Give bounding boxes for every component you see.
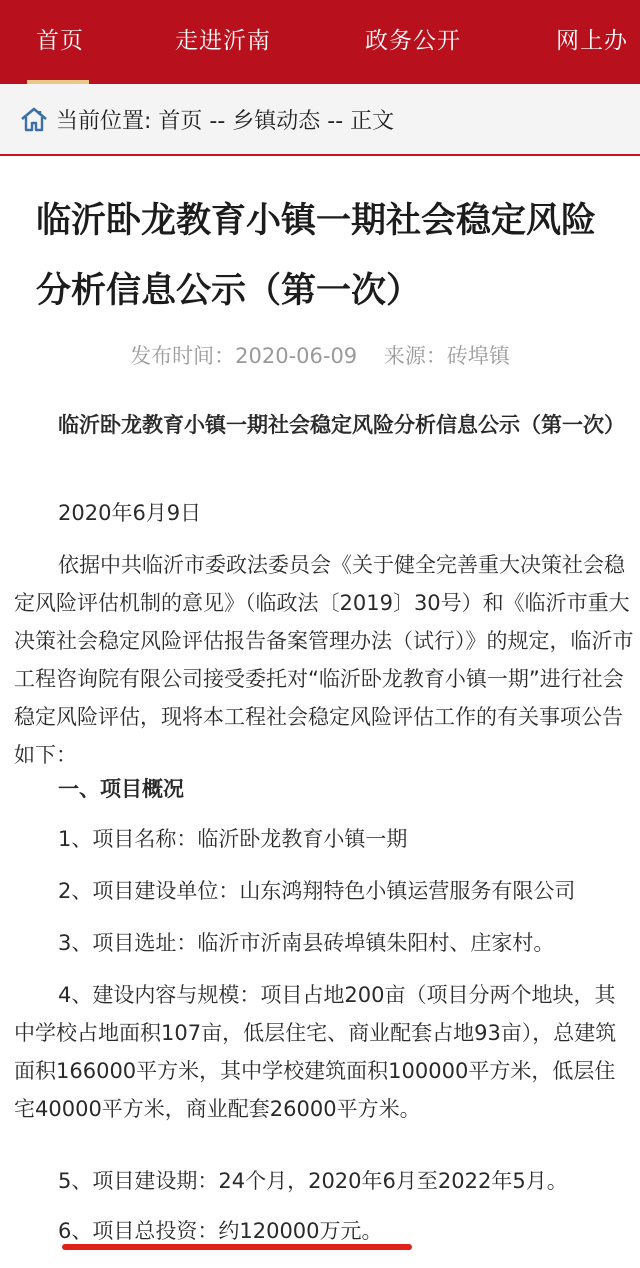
page-title: 临沂卧龙教育小镇一期社会稳定风险分析信息公示（第一次） [36, 201, 597, 311]
nav-item-online-service[interactable]: 网上办 [556, 28, 628, 54]
nav-item-about[interactable]: 走进沂南 [175, 28, 271, 54]
list-item: 6、项目总投资：约120000万元。 [58, 1219, 383, 1243]
nav-item-home[interactable]: 首页 [36, 28, 84, 54]
list-item: 3、项目选址：临沂市沂南县砖埠镇朱阳村、庄家村。 [58, 931, 555, 955]
list-item: 4、建设内容与规模：项目占地200亩（项目分两个地块，其中学校占地面积107亩，低层住宅、商业配套占地93亩），总建筑面积166000平方米，其中学校建筑面积100000平方米，低层住宅40000平方米，商业配套26000平方米。 [14, 983, 617, 1121]
publish-date: 发布时间：2020-06-09 [130, 344, 358, 368]
list-item: 1、项目名称：临沂卧龙教育小镇一期 [58, 827, 408, 851]
article-meta [0, 340, 640, 370]
article-date: 2020年6月9日 [58, 501, 202, 525]
breadcrumb-text: 当前位置: 首页 -- 乡镇动态 -- 正文 [56, 109, 395, 134]
article-heading: 临沂卧龙教育小镇一期社会稳定风险分析信息公示（第一次） [58, 413, 625, 437]
top-navigation [0, 0, 640, 84]
home-icon [20, 106, 48, 132]
list-item: 2、项目建设单位：山东鸿翔特色小镇运营服务有限公司 [58, 879, 576, 903]
section-heading: 一、项目概况 [58, 777, 184, 801]
highlight-underline [62, 1244, 412, 1250]
nav-item-government[interactable]: 政务公开 [365, 28, 461, 54]
article-source: 来源：砖埠镇 [383, 344, 510, 368]
list-item: 5、项目建设期：24个月，2020年6月至2022年5月。 [58, 1169, 568, 1193]
article-intro: 依据中共临沂市委政法委员会《关于健全完善重大决策社会稳定风险评估机制的意见》（临政法〔2019〕30号）和《临沂市重大决策社会稳定风险评估报告备案管理办法（试行）》的规定，临沂市工程咨询院有限公司接受委托对“临沂卧龙教育小镇一期”进行社会稳定风险评估，现将本工程社会稳定风险评估工作的有关事项公告如下： [14, 553, 634, 767]
